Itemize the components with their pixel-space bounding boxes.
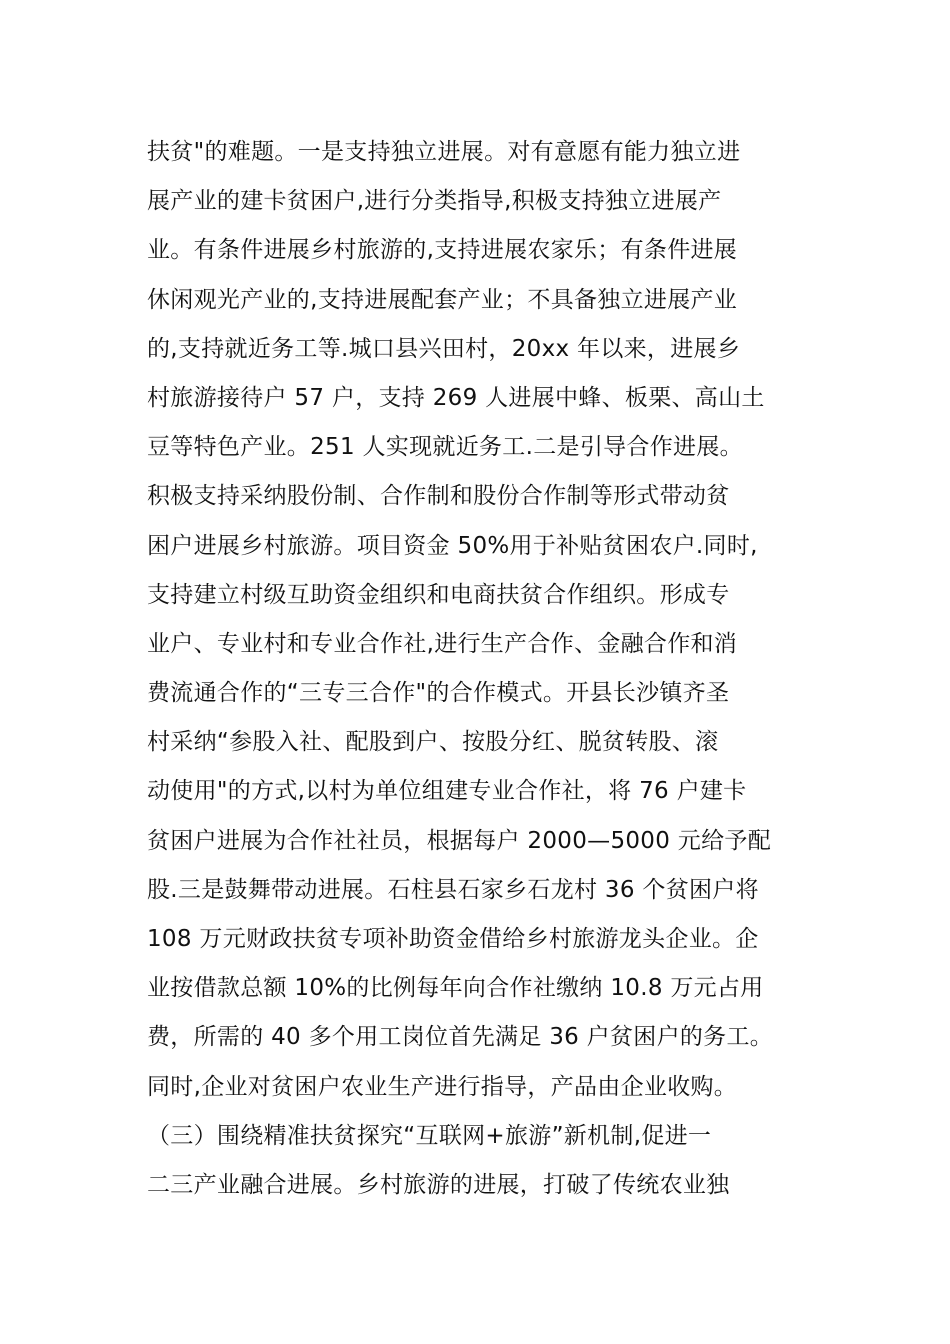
text-line: 村旅游接待户 57 户，支持 269 人进展中蜂、板栗、高山土 bbox=[147, 384, 765, 411]
text-line: 休闲观光产业的,支持进展配套产业；不具备独立进展产业 bbox=[147, 286, 738, 313]
text-line: 费，所需的 40 多个用工岗位首先满足 36 户贫困户的务工。 bbox=[147, 1024, 774, 1051]
text-line: 股.三是鼓舞带动进展。石柱县石家乡石龙村 36 个贫困户将 bbox=[147, 876, 759, 903]
text-line: 困户进展乡村旅游。项目资金 50%用于补贴贫困农户.同时, bbox=[147, 532, 758, 559]
text-line: 支持建立村级互助资金组织和电商扶贫合作组织。形成专 bbox=[147, 581, 730, 608]
text-line: 豆等特色产业。251 人实现就近务工.二是引导合作进展。 bbox=[147, 434, 743, 461]
text-line: 的,支持就近务工等.城口县兴田村，20xx 年以来，进展乡 bbox=[147, 335, 741, 362]
text-line: 积极支持采纳股份制、合作制和股份合作制等形式带动贫 bbox=[147, 483, 730, 510]
text-line: 贫困户进展为合作社社员，根据每户 2000—5000 元给予配 bbox=[147, 827, 771, 854]
text-line: 动使用"的方式,以村为单位组建专业合作社，将 76 户建卡 bbox=[147, 778, 747, 805]
text-line: 扶贫"的难题。一是支持独立进展。对有意愿有能力独立进 bbox=[147, 139, 741, 165]
text-line: （三）围绕精准扶贫探究“互联网+旅游”新机制,促进一 bbox=[147, 1122, 712, 1149]
text-line: 业按借款总额 10%的比例每年向合作社缴纳 10.8 万元占用 bbox=[147, 975, 764, 1002]
text-line: 108 万元财政扶贫专项补助资金借给乡村旅游龙头企业。企 bbox=[147, 926, 759, 952]
text-line: 展产业的建卡贫困户,进行分类指导,积极支持独立进展产 bbox=[147, 188, 722, 215]
text-line: 业。有条件进展乡村旅游的,支持进展农家乐；有条件进展 bbox=[147, 237, 738, 264]
text-line: 同时,企业对贫困户农业生产进行指导，产品由企业收购。 bbox=[147, 1073, 738, 1100]
text-line: 村采纳“参股入社、配股到户、按股分红、脱贫转股、滚 bbox=[147, 729, 719, 756]
text-line: 费流通合作的“三专三合作"的合作模式。开县长沙镇齐圣 bbox=[147, 680, 730, 707]
text-line: 二三产业融合进展。乡村旅游的进展，打破了传统农业独 bbox=[147, 1171, 730, 1198]
text-line: 业户、专业村和专业合作社,进行生产合作、金融合作和消 bbox=[147, 630, 738, 657]
body-text bbox=[147, 128, 807, 1210]
